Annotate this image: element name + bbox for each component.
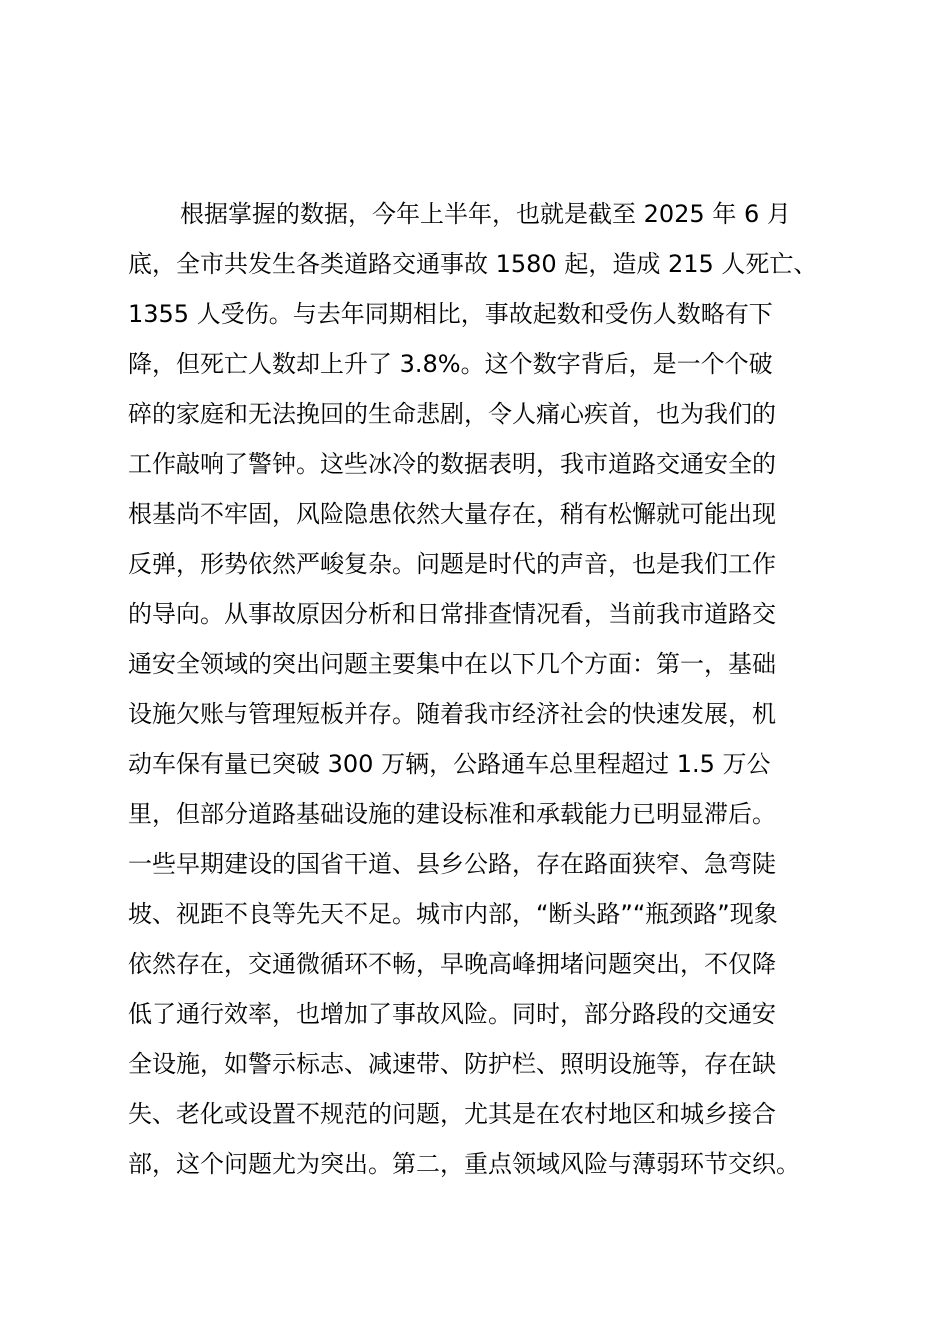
text-line-14: 一些早期建设的国省干道、县乡公路，存在路面狭窄、急弯陡 (128, 850, 776, 878)
text-line-5: 碎的家庭和无法挽回的生命悲剧，令人痛心疾首，也为我们的 (128, 400, 776, 428)
text-line-2: 底，全市共发生各类道路交通事故 1580 起，造成 215 人死亡、 (128, 250, 818, 278)
text-line-20: 部，这个问题尤为突出。第二，重点领域风险与薄弱环节交织。 (128, 1150, 800, 1178)
text-line-12: 动车保有量已突破 300 万辆，公路通车总里程超过 1.5 万公 (128, 750, 771, 778)
text-line-7: 根基尚不牢固，风险隐患依然大量存在，稍有松懈就可能出现 (128, 500, 776, 528)
text-line-15: 坡、视距不良等先天不足。城市内部，“断头路”“瓶颈路”现象 (128, 900, 778, 928)
text-line-4: 降，但死亡人数却上升了 3.8%。这个数字背后，是一个个破 (128, 350, 773, 378)
text-line-18: 全设施，如警示标志、减速带、防护栏、照明设施等，存在缺 (128, 1050, 776, 1078)
text-line-8: 反弹，形势依然严峻复杂。问题是时代的声音，也是我们工作 (128, 550, 776, 578)
text-line-1: 根据掌握的数据，今年上半年，也就是截至 2025 年 6 月 (180, 200, 791, 228)
text-line-9: 的导向。从事故原因分析和日常排查情况看，当前我市道路交 (128, 600, 776, 628)
text-line-17: 低了通行效率，也增加了事故风险。同时，部分路段的交通安 (128, 1000, 776, 1028)
body-paragraph (128, 189, 838, 1189)
text-line-19: 失、老化或设置不规范的问题，尤其是在农村地区和城乡接合 (128, 1100, 776, 1128)
text-line-6: 工作敲响了警钟。这些冰冷的数据表明，我市道路交通安全的 (128, 450, 776, 478)
text-line-13: 里，但部分道路基础设施的建设标准和承载能力已明显滞后。 (128, 800, 776, 828)
text-line-11: 设施欠账与管理短板并存。随着我市经济社会的快速发展，机 (128, 700, 776, 728)
text-line-16: 依然存在，交通微循环不畅，早晚高峰拥堵问题突出，不仅降 (128, 950, 776, 978)
text-line-3: 1355 人受伤。与去年同期相比，事故起数和受伤人数略有下 (128, 300, 773, 328)
text-line-10: 通安全领域的突出问题主要集中在以下几个方面：第一，基础 (128, 650, 776, 678)
